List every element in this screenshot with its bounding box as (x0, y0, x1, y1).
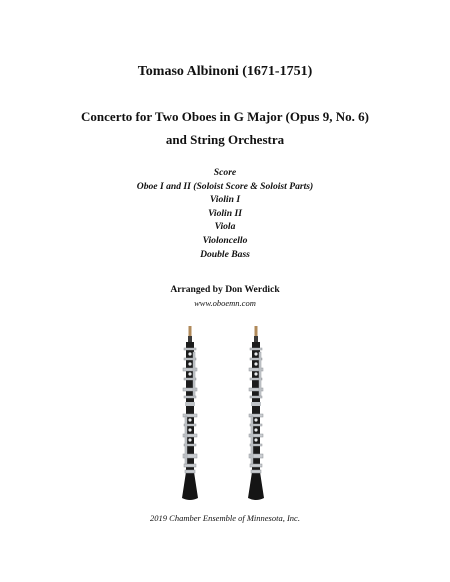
part-violoncello: Violoncello (202, 234, 248, 246)
copyright-notice: 2019 Chamber Ensemble of Minnesota, Inc. (150, 513, 300, 523)
parts-list (0, 166, 450, 261)
oboe-icon (176, 326, 204, 502)
part-violin-1: Violin I (209, 194, 241, 206)
website-link-text: www.oboemn.com (194, 298, 256, 308)
part-oboes: Oboe I and II (Soloist Score & Soloist Parts) (136, 180, 314, 192)
arranger-credit: Arranged by Don Werdick (170, 284, 280, 295)
work-subtitle: and String Orchestra (165, 132, 285, 147)
part-violin-2: Violin II (208, 207, 242, 219)
part-viola: Viola (214, 221, 236, 233)
oboe-icon (242, 326, 270, 502)
composer-heading: Tomaso Albinoni (1671-1751) (137, 64, 313, 79)
part-score: Score (213, 167, 237, 178)
part-double-bass: Double Bass (200, 248, 250, 260)
work-title: Concerto for Two Oboes in G Major (Opus 9, No. 6) (81, 109, 369, 124)
